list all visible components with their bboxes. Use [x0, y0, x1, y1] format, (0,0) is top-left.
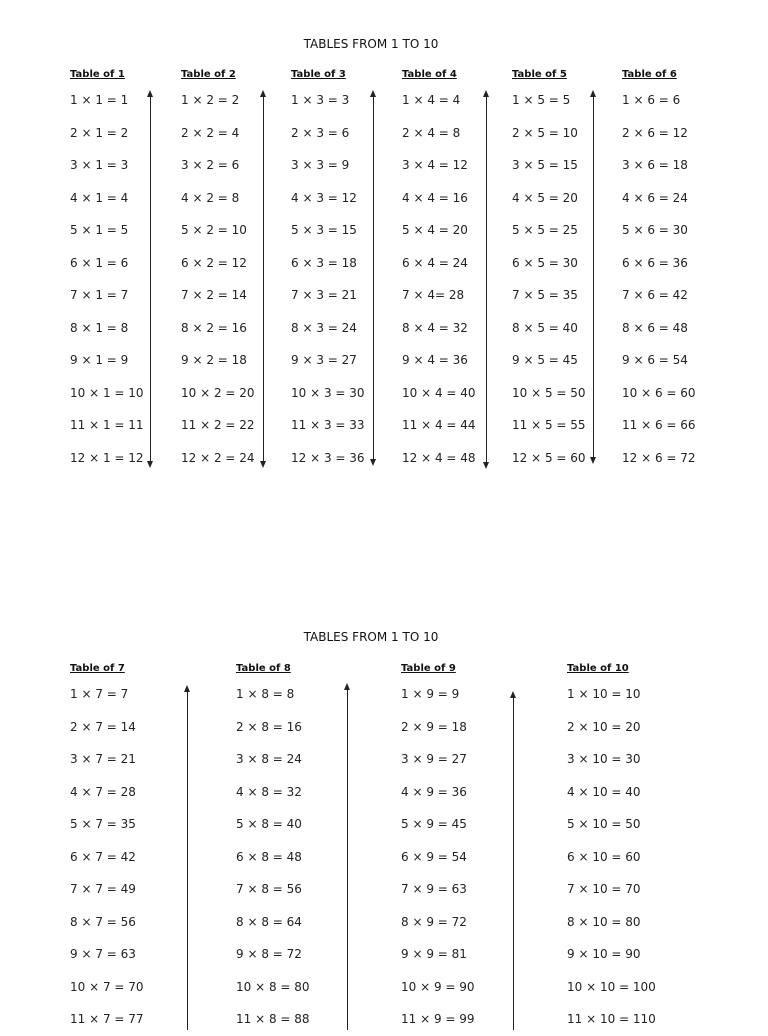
- table-row: 6 × 6 = 36: [622, 255, 688, 270]
- table-row: 8 × 9 = 72: [401, 914, 467, 929]
- table-row: 12 × 3 = 36: [291, 450, 365, 465]
- table-row: 1 × 1 = 1: [70, 93, 129, 107]
- table-row: 5 × 9 = 45: [401, 817, 467, 831]
- table-row: 11 × 1 = 11: [70, 418, 144, 432]
- table-row: 8 × 6 = 48: [622, 320, 688, 335]
- table-row: 1 × 3 = 3: [291, 93, 350, 107]
- table-row: 1 × 2 = 2: [181, 93, 240, 107]
- table-heading: Table of 10: [567, 663, 629, 674]
- table-row: 7 × 8 = 56: [236, 882, 302, 896]
- table-row: 3 × 8 = 24: [236, 752, 302, 766]
- table-heading: Table of 7: [70, 663, 125, 674]
- table-row: 10 × 9 = 90: [401, 979, 475, 994]
- table-row: 9 × 1 = 9: [70, 353, 129, 367]
- table-row: 11 × 3 = 33: [291, 418, 365, 432]
- table-row: 11 × 7 = 77: [70, 1012, 144, 1026]
- table-row: 10 × 7 = 70: [70, 979, 144, 994]
- column-divider-arrow-icon: [513, 696, 514, 1030]
- table-row: 9 × 5 = 45: [512, 353, 578, 367]
- table-row: 11 × 2 = 22: [181, 418, 255, 432]
- table-row: 3 × 4 = 12: [402, 158, 468, 172]
- section-title: TABLES FROM 1 TO 10: [303, 37, 439, 51]
- table-row: 6 × 3 = 18: [291, 255, 357, 270]
- table-column: [567, 678, 656, 1036]
- table-row: 8 × 5 = 40: [512, 320, 578, 335]
- table-row: 7 × 3 = 21: [291, 288, 357, 302]
- table-row: 9 × 2 = 18: [181, 353, 247, 367]
- table-row: 5 × 3 = 15: [291, 223, 357, 237]
- column-divider-arrow-icon: [150, 95, 151, 463]
- table-row: 7 × 2 = 14: [181, 288, 247, 302]
- table-row: 6 × 1 = 6: [70, 255, 129, 270]
- table-row: 11 × 10 = 110: [567, 1012, 656, 1026]
- table-row: 11 × 6 = 66: [622, 418, 696, 432]
- table-row: 5 × 2 = 10: [181, 223, 247, 237]
- table-heading: Table of 6: [622, 69, 677, 80]
- table-row: 9 × 3 = 27: [291, 353, 357, 367]
- table-row: 11 × 8 = 88: [236, 1012, 310, 1026]
- table-row: 4 × 1 = 4: [70, 190, 129, 205]
- table-row: 8 × 8 = 64: [236, 914, 302, 929]
- table-row: 1 × 5 = 5: [512, 93, 571, 107]
- table-column: [512, 84, 586, 474]
- column-divider-arrow-icon: [373, 95, 374, 461]
- table-row: 5 × 6 = 30: [622, 223, 688, 237]
- table-row: 10 × 4 = 40: [402, 385, 476, 400]
- table-row: 5 × 1 = 5: [70, 223, 129, 237]
- table-row: 10 × 8 = 80: [236, 979, 310, 994]
- table-heading: Table of 4: [402, 69, 457, 80]
- table-row: 4 × 8 = 32: [236, 784, 302, 799]
- table-heading: Table of 5: [512, 69, 567, 80]
- table-row: 6 × 2 = 12: [181, 255, 247, 270]
- table-row: 8 × 4 = 32: [402, 320, 468, 335]
- table-column: [402, 84, 476, 474]
- table-heading: Table of 2: [181, 69, 236, 80]
- table-row: 8 × 2 = 16: [181, 320, 247, 335]
- table-row: 2 × 5 = 10: [512, 125, 578, 140]
- table-row: 10 × 10 = 100: [567, 979, 656, 994]
- table-column: [401, 678, 475, 1036]
- table-row: 2 × 9 = 18: [401, 719, 467, 734]
- table-row: 6 × 9 = 54: [401, 849, 467, 864]
- table-row: 2 × 1 = 2: [70, 125, 129, 140]
- table-row: 6 × 5 = 30: [512, 255, 578, 270]
- table-row: 3 × 1 = 3: [70, 158, 129, 172]
- table-column: [236, 678, 310, 1036]
- table-row: 1 × 8 = 8: [236, 687, 295, 701]
- table-row: 9 × 10 = 90: [567, 947, 641, 961]
- column-divider-arrow-icon: [263, 95, 264, 463]
- table-row: 7 × 9 = 63: [401, 882, 467, 896]
- table-row: 2 × 2 = 4: [181, 125, 240, 140]
- table-row: 7 × 5 = 35: [512, 288, 578, 302]
- table-row: 7 × 1 = 7: [70, 288, 129, 302]
- table-column: [70, 84, 144, 474]
- table-row: 4 × 2 = 8: [181, 190, 240, 205]
- table-row: 4 × 10 = 40: [567, 784, 641, 799]
- table-row: 11 × 5 = 55: [512, 418, 586, 432]
- table-row: 7 × 4= 28: [402, 288, 465, 302]
- table-row: 7 × 6 = 42: [622, 288, 688, 302]
- table-row: 3 × 9 = 27: [401, 752, 467, 766]
- table-row: 10 × 2 = 20: [181, 385, 255, 400]
- table-row: 2 × 3 = 6: [291, 125, 350, 140]
- table-row: 2 × 7 = 14: [70, 719, 136, 734]
- table-row: 6 × 8 = 48: [236, 849, 302, 864]
- table-heading: Table of 1: [70, 69, 125, 80]
- table-row: 6 × 4 = 24: [402, 255, 468, 270]
- table-row: 4 × 4 = 16: [402, 190, 468, 205]
- table-row: 9 × 6 = 54: [622, 353, 688, 367]
- table-row: 10 × 5 = 50: [512, 385, 586, 400]
- table-row: 2 × 10 = 20: [567, 719, 641, 734]
- table-row: 7 × 7 = 49: [70, 882, 136, 896]
- table-row: 5 × 5 = 25: [512, 223, 578, 237]
- table-row: 1 × 7 = 7: [70, 687, 129, 701]
- table-row: 9 × 4 = 36: [402, 353, 468, 367]
- table-row: 11 × 9 = 99: [401, 1012, 475, 1026]
- table-row: 6 × 7 = 42: [70, 849, 136, 864]
- table-column: [70, 678, 144, 1036]
- table-column: [622, 84, 696, 474]
- table-row: 1 × 10 = 10: [567, 687, 641, 701]
- table-row: 10 × 3 = 30: [291, 385, 365, 400]
- table-row: 3 × 5 = 15: [512, 158, 578, 172]
- table-row: 9 × 9 = 81: [401, 947, 467, 961]
- table-row: 12 × 6 = 72: [622, 450, 696, 465]
- column-divider-arrow-icon: [187, 690, 188, 1030]
- table-row: 1 × 9 = 9: [401, 687, 460, 701]
- table-row: 12 × 4 = 48: [402, 450, 476, 465]
- table-row: 2 × 8 = 16: [236, 719, 302, 734]
- table-row: 8 × 1 = 8: [70, 320, 129, 335]
- table-column: [181, 84, 255, 474]
- table-column: [291, 84, 365, 474]
- table-row: 12 × 1 = 12: [70, 450, 144, 465]
- table-row: 5 × 7 = 35: [70, 817, 136, 831]
- table-heading: Table of 9: [401, 663, 456, 674]
- table-row: 7 × 10 = 70: [567, 882, 641, 896]
- table-row: 4 × 5 = 20: [512, 190, 578, 205]
- table-row: 8 × 7 = 56: [70, 914, 136, 929]
- table-row: 3 × 6 = 18: [622, 158, 688, 172]
- table-row: 1 × 4 = 4: [402, 93, 461, 107]
- table-row: 1 × 6 = 6: [622, 93, 681, 107]
- table-row: 2 × 4 = 8: [402, 125, 461, 140]
- table-row: 12 × 2 = 24: [181, 450, 255, 465]
- table-row: 4 × 7 = 28: [70, 784, 136, 799]
- table-row: 11 × 4 = 44: [402, 418, 476, 432]
- table-heading: Table of 3: [291, 69, 346, 80]
- table-row: 4 × 3 = 12: [291, 190, 357, 205]
- table-row: 9 × 7 = 63: [70, 947, 136, 961]
- table-row: 3 × 10 = 30: [567, 752, 641, 766]
- table-row: 10 × 6 = 60: [622, 385, 696, 400]
- table-row: 8 × 10 = 80: [567, 914, 641, 929]
- table-row: 6 × 10 = 60: [567, 849, 641, 864]
- table-heading: Table of 8: [236, 663, 291, 674]
- table-row: 9 × 8 = 72: [236, 947, 302, 961]
- table-row: 5 × 8 = 40: [236, 817, 302, 831]
- table-row: 3 × 3 = 9: [291, 158, 350, 172]
- table-row: 4 × 6 = 24: [622, 190, 688, 205]
- table-row: 5 × 10 = 50: [567, 817, 641, 831]
- table-row: 8 × 3 = 24: [291, 320, 357, 335]
- table-row: 5 × 4 = 20: [402, 223, 468, 237]
- column-divider-arrow-icon: [486, 95, 487, 464]
- column-divider-arrow-icon: [593, 95, 594, 459]
- table-row: 2 × 6 = 12: [622, 125, 688, 140]
- table-row: 4 × 9 = 36: [401, 784, 467, 799]
- table-row: 12 × 5 = 60: [512, 450, 586, 465]
- table-row: 3 × 2 = 6: [181, 158, 240, 172]
- column-divider-arrow-icon: [347, 688, 348, 1030]
- table-row: 10 × 1 = 10: [70, 385, 144, 400]
- table-row: 3 × 7 = 21: [70, 752, 136, 766]
- section-title: TABLES FROM 1 TO 10: [303, 630, 439, 644]
